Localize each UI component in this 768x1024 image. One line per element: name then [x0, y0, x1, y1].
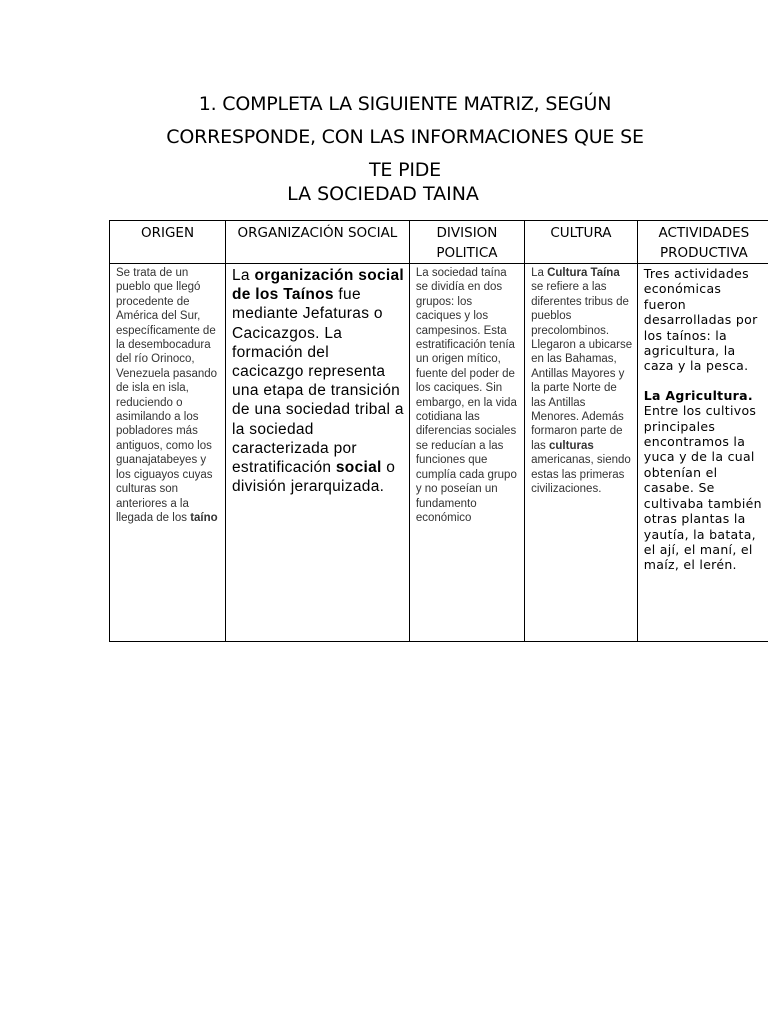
organizacion-text-3: o división jerarquizada.: [232, 459, 396, 496]
header-origen: ORIGEN: [110, 221, 226, 264]
table-title: LA SOCIEDAD TAINA: [287, 183, 479, 205]
header-organizacion-social: ORGANIZACIÓN SOCIAL: [226, 221, 410, 264]
organizacion-bold-2: social: [335, 459, 382, 477]
table-header-row: [110, 221, 768, 264]
organizacion-text-2: fue mediante Jefaturas o Cacicazgos. La formación del cacicazgo representa una etapa de transición de una sociedad tribal a la sociedad caracterizada por estratificación: [232, 286, 404, 477]
header-actividades-productiva: ACTIVIDADES PRODUCTIVA: [637, 221, 768, 264]
heading-line-3: TE PIDE: [369, 159, 441, 181]
cell-division-politica: [409, 264, 524, 642]
actividades-bold-title: La Agricultura.: [643, 387, 753, 403]
division-text: La sociedad taína se dividía en dos grupos: los caciques y los campesinos. Esta estratificación tenía un origen mítico, fuente del poder de los caciques. Sin embargo, en la vida cotidiana las diferencias sociales se reducían a las funciones que cumplía cada grupo y no poseían un fundamento económico: [415, 267, 517, 524]
cell-cultura: [525, 264, 638, 642]
organizacion-text-1: La: [232, 267, 250, 284]
cultura-text-3: americanas, siendo estas las primeras civilizaciones.: [531, 454, 631, 496]
organizacion-bold-1: organización social de los Taínos: [232, 267, 405, 304]
cell-organizacion-social: [226, 264, 410, 642]
actividades-body: Entre los cultivos principales encontramos la yuca y de la cual obtenían el casabe. Se cultivaba también otras plantas la yautía, la batata, el ají, el maní, el maíz, el lerén.: [643, 403, 762, 573]
cultura-bold-2: culturas: [549, 439, 594, 452]
header-cultura: CULTURA: [525, 221, 638, 264]
cultura-text-2: se refiere a las diferentes tribus de pueblos precolombinos. Llegaron a ubicarse en las Bahamas, Antillas Mayores y la parte Norte de las Antillas Menores. Además formaron parte de las: [531, 281, 633, 452]
table-row: [110, 264, 768, 642]
origen-bold-end: taíno: [190, 511, 218, 524]
header-division-politica: DIVISION POLITICA: [409, 221, 524, 264]
heading-line-1: 1. COMPLETA LA SIGUIENTE MATRIZ, SEGÚN: [198, 93, 612, 115]
heading-line-2: CORRESPONDE, CON LAS INFORMACIONES QUE SE: [166, 126, 644, 148]
origen-text: Se trata de un pueblo que llegó procedente de América del Sur, específicamente de la desembocadura del río Orinoco, Venezuela pasando de isla en isla, reduciendo o asimilando a los pobladores más antiguos, como los guanajatabeyes y los ciguayos cuyas culturas son anteriores a la llegada de los: [116, 267, 218, 524]
exercise-heading: [150, 88, 660, 187]
cell-actividades-productiva: [637, 264, 768, 642]
cell-origen: [110, 264, 226, 642]
actividades-intro: Tres actividades económicas fueron desarrolladas por los taínos: la agricultura, la caza y la pesca.: [643, 266, 758, 374]
cultura-bold-1: Cultura Taína: [547, 267, 620, 279]
society-matrix-table: [109, 220, 768, 642]
cultura-text-1: La: [531, 267, 544, 279]
